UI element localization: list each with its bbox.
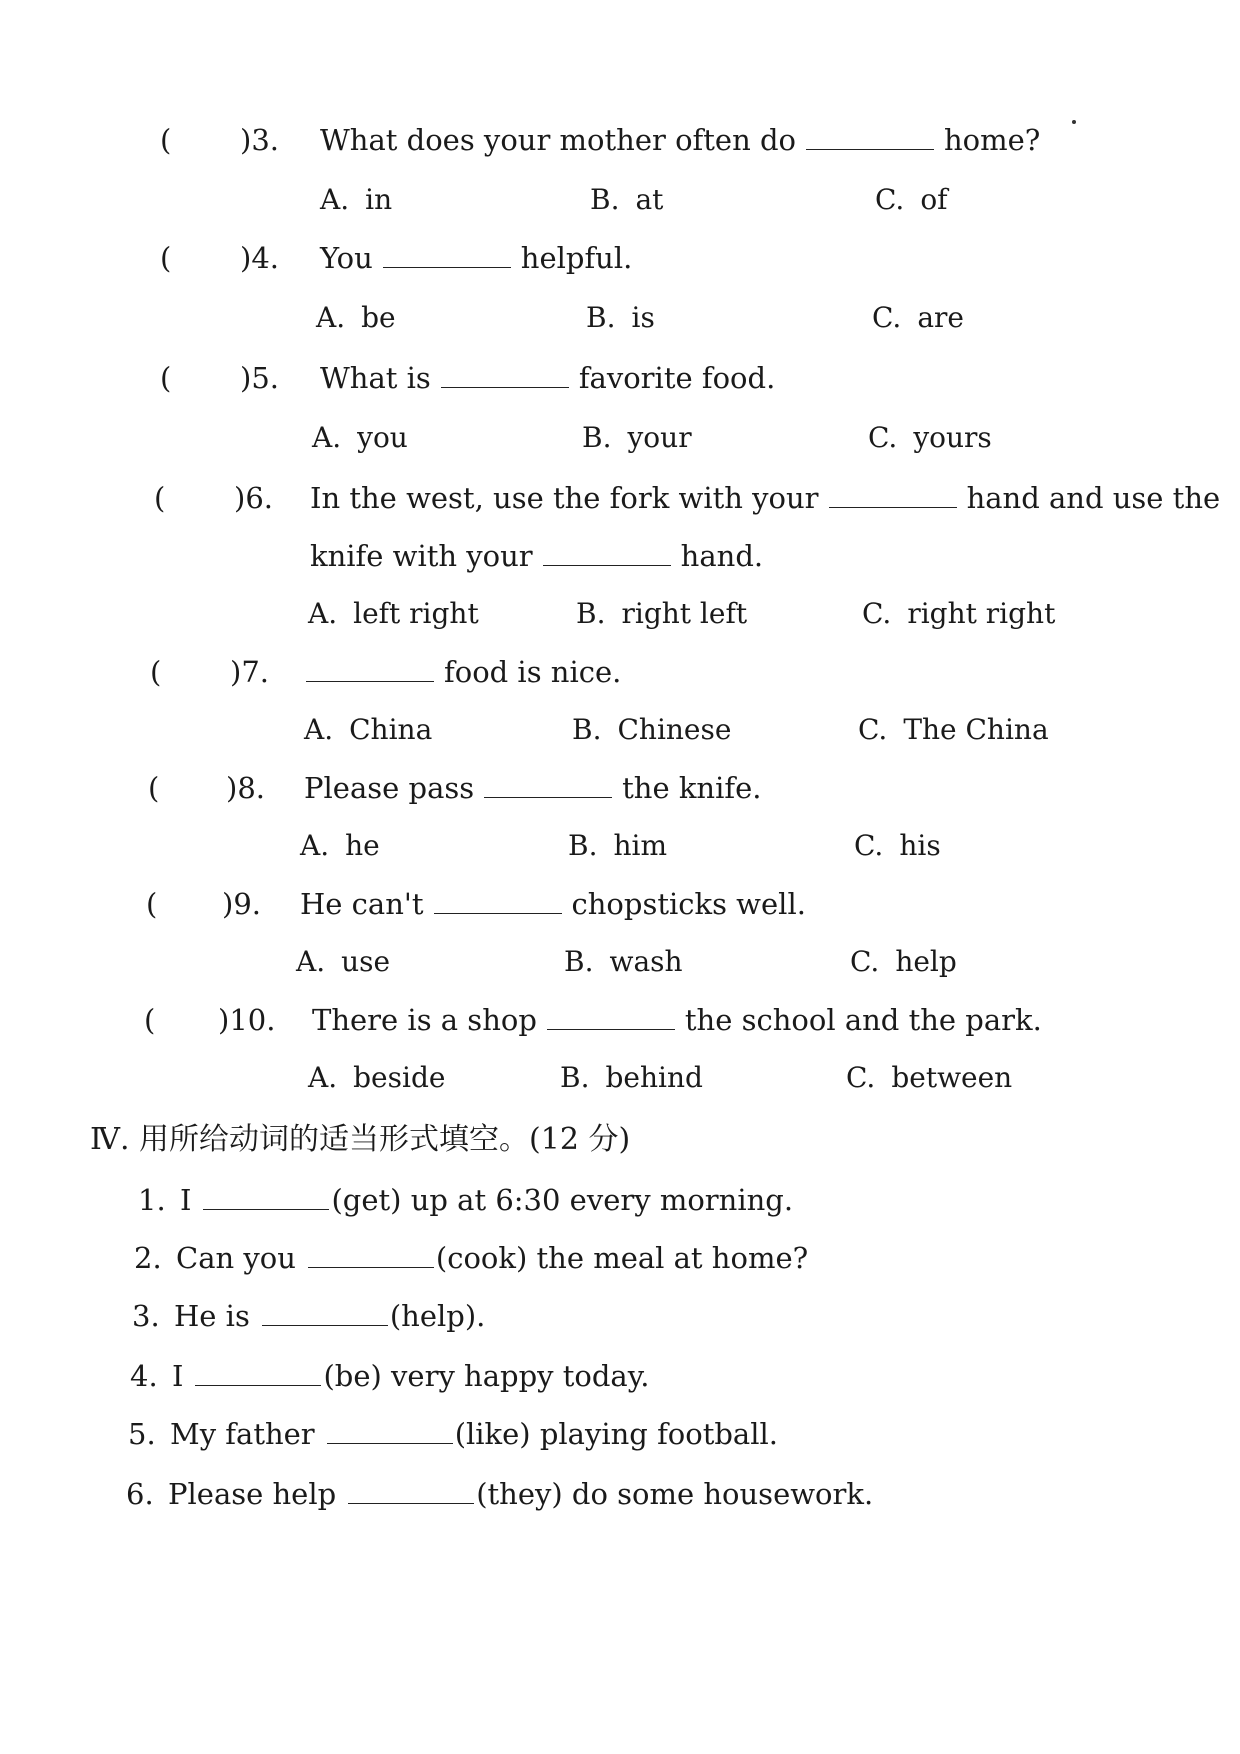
- item-number: 3.: [132, 1299, 160, 1333]
- option-c: C. yours: [868, 421, 992, 454]
- option-a: A. China: [304, 713, 433, 746]
- item-text-after: (help).: [389, 1299, 486, 1333]
- answer-paren: (: [160, 241, 172, 275]
- option-a: A. left right: [308, 597, 479, 630]
- question-text-after: the school and the park.: [684, 1003, 1042, 1037]
- answer-blank[interactable]: [383, 243, 511, 268]
- item-text-before: I: [172, 1359, 184, 1393]
- question-text-after: favorite food.: [578, 361, 776, 395]
- item-text-before: He is: [174, 1299, 250, 1333]
- answer-blank[interactable]: [806, 125, 934, 150]
- answer-blank[interactable]: [829, 483, 957, 508]
- question-text-after: the knife.: [622, 771, 762, 805]
- option-a: A. beside: [308, 1061, 446, 1094]
- option-a: A. be: [316, 301, 396, 334]
- scan-speck: [1072, 120, 1076, 124]
- fill-item-1: [138, 1180, 793, 1220]
- item-number: 1.: [138, 1183, 166, 1217]
- question-text-before: What does your mother often do: [320, 123, 796, 157]
- question-number: )6.: [234, 481, 273, 515]
- question-text-after: chopsticks well.: [571, 887, 806, 921]
- option-b: B. at: [590, 183, 664, 216]
- answer-blank[interactable]: [262, 1301, 388, 1326]
- option-b: B. him: [568, 829, 668, 862]
- option-a: A. you: [312, 421, 408, 454]
- question-6-line-2: [310, 536, 763, 576]
- question-number: )8.: [226, 771, 265, 805]
- question-text-before: What is: [320, 361, 431, 395]
- answer-blank[interactable]: [348, 1479, 474, 1504]
- answer-paren: (: [160, 361, 172, 395]
- item-number: 5.: [128, 1417, 156, 1451]
- question-text: [312, 1000, 1042, 1040]
- answer-paren: (: [148, 771, 160, 805]
- question-text: [304, 768, 761, 808]
- item-text-after: (be) very happy today.: [323, 1359, 650, 1393]
- option-a: A. he: [300, 829, 380, 862]
- question-text-after: helpful.: [520, 241, 633, 275]
- question-number: )10.: [218, 1003, 276, 1037]
- fill-item-3: [132, 1296, 485, 1336]
- answer-blank[interactable]: [308, 1243, 434, 1268]
- question-text-before: In the west, use the fork with your: [310, 481, 819, 515]
- option-c: C. are: [872, 301, 964, 334]
- question-text: [306, 652, 621, 692]
- option-a: A. use: [296, 945, 391, 978]
- question-number: )9.: [222, 887, 261, 921]
- answer-paren: (: [150, 655, 162, 689]
- option-c: C. right right: [862, 597, 1056, 630]
- answer-paren: (: [144, 1003, 156, 1037]
- question-number: )5.: [240, 361, 279, 395]
- question-text: [320, 120, 1040, 160]
- answer-blank[interactable]: [434, 889, 562, 914]
- question-text: [320, 358, 775, 398]
- item-text-before: Can you: [176, 1241, 296, 1275]
- answer-blank[interactable]: [441, 363, 569, 388]
- item-text-before: I: [180, 1183, 192, 1217]
- answer-paren: (: [146, 887, 158, 921]
- question-text: [320, 238, 632, 278]
- item-text-after: (they) do some housework.: [476, 1477, 874, 1511]
- answer-paren: (: [154, 481, 166, 515]
- item-number: 4.: [130, 1359, 158, 1393]
- question-text-after: food is nice.: [444, 655, 622, 689]
- question-text-after: home?: [944, 123, 1041, 157]
- question-text: [310, 478, 1220, 518]
- option-a: A. in: [320, 183, 393, 216]
- option-b: B. behind: [560, 1061, 703, 1094]
- option-b: B. Chinese: [572, 713, 732, 746]
- fill-item-4: [130, 1356, 649, 1396]
- item-text-after: (get) up at 6:30 every morning.: [331, 1183, 794, 1217]
- option-b: B. is: [586, 301, 655, 334]
- question-text-after: hand.: [680, 539, 764, 573]
- item-number: 2.: [134, 1241, 162, 1275]
- question-number: )7.: [230, 655, 269, 689]
- fill-item-6: [126, 1474, 873, 1514]
- answer-blank[interactable]: [543, 541, 671, 566]
- item-text-after: (cook) the meal at home?: [435, 1241, 809, 1275]
- answer-blank[interactable]: [306, 657, 434, 682]
- question-text: [300, 884, 806, 924]
- question-text-before: Please pass: [304, 771, 475, 805]
- option-b: B. right left: [576, 597, 748, 630]
- item-text-after: (like) playing football.: [454, 1417, 778, 1451]
- answer-blank[interactable]: [547, 1005, 675, 1030]
- item-text-before: Please help: [168, 1477, 337, 1511]
- item-number: 6.: [126, 1477, 154, 1511]
- answer-blank[interactable]: [195, 1361, 321, 1386]
- question-number: )4.: [240, 241, 279, 275]
- answer-blank[interactable]: [484, 773, 612, 798]
- answer-blank[interactable]: [327, 1419, 453, 1444]
- section-4-title: Ⅳ. 用所给动词的适当形式填空。(12 分): [90, 1122, 631, 1157]
- answer-paren: (: [160, 123, 172, 157]
- question-text-before: There is a shop: [312, 1003, 537, 1037]
- option-c: C. The China: [858, 713, 1049, 746]
- option-b: B. your: [582, 421, 692, 454]
- option-c: C. of: [875, 183, 948, 216]
- question-number: )3.: [240, 123, 279, 157]
- option-c: C. between: [846, 1061, 1013, 1094]
- option-c: C. help: [850, 945, 957, 978]
- fill-item-2: [134, 1238, 808, 1278]
- question-text-before: He can't: [300, 887, 424, 921]
- question-text-after: hand and use the: [966, 481, 1221, 515]
- question-text-before: You: [320, 241, 373, 275]
- fill-item-5: [128, 1414, 778, 1454]
- question-text-before: knife with your: [310, 539, 533, 573]
- option-b: B. wash: [564, 945, 683, 978]
- option-c: C. his: [854, 829, 941, 862]
- answer-blank[interactable]: [203, 1185, 329, 1210]
- item-text-before: My father: [170, 1417, 315, 1451]
